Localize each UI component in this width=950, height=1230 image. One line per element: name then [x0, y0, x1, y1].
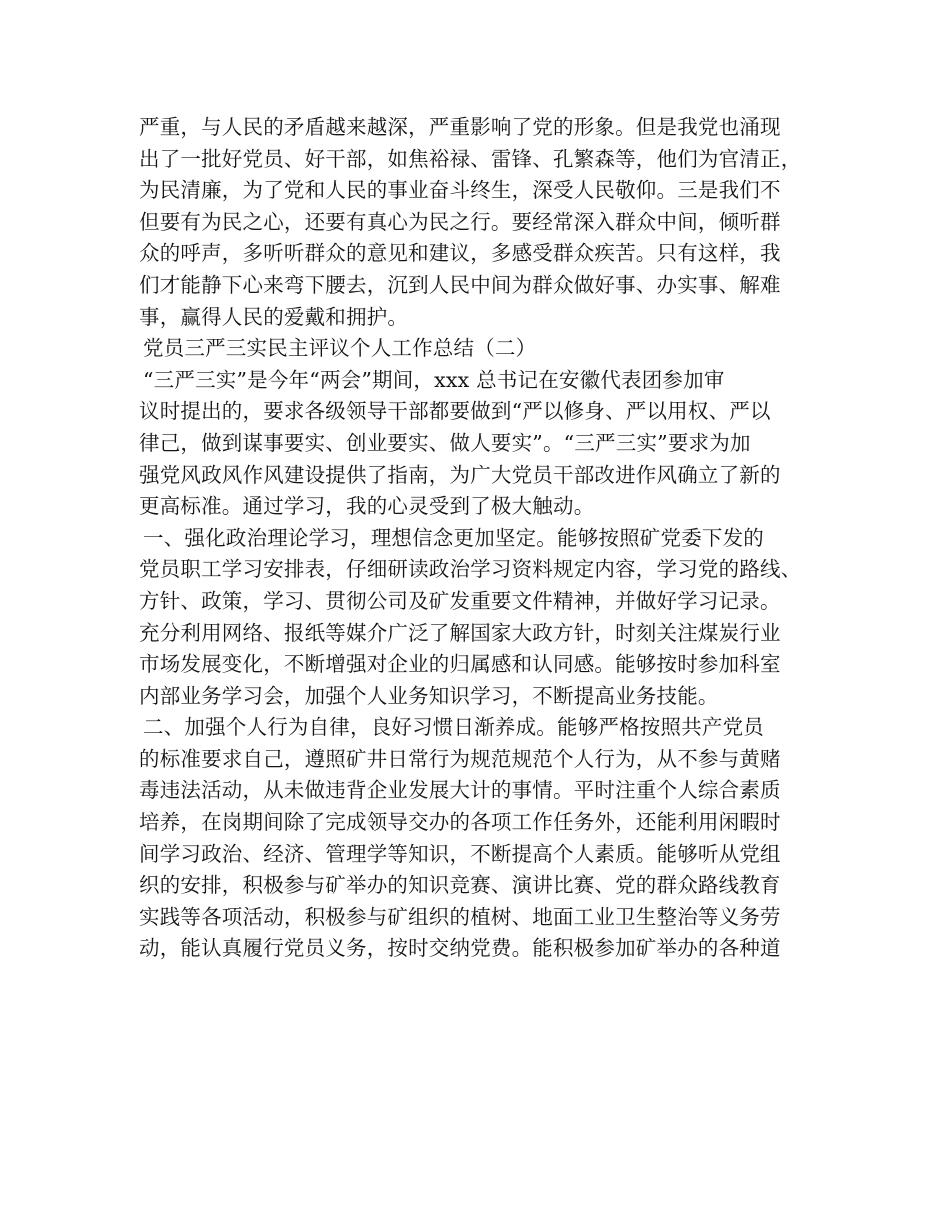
text-line: 二、加强个人行为自律，良好习惯日渐养成。能够严格按照共产党员	[143, 715, 764, 740]
text-line: 众的呼声，多听听群众的意见和建议，多感受群众疾苦。只有这样，我	[139, 241, 781, 266]
text-line: 动，能认真履行党员义务，按时交纳党费。能积极参加矿举办的各种道	[139, 936, 781, 961]
text-line: 内部业务学习会，加强个人业务知识学习，不断提高业务技能。	[139, 683, 719, 708]
text-line: 但要有为民之心，还要有真心为民之行。要经常深入群众中间，倾听群	[139, 209, 781, 234]
text-line: 市场发展变化，不断增强对企业的归属感和认同感。能够按时参加科室	[139, 652, 781, 677]
text-line: 培养，在岗期间除了完成领导交办的各项工作任务外，还能利用闲暇时	[139, 810, 781, 835]
text-line: 毒违法活动，从未做违背企业发展大计的事情。平时注重个人综合素质	[139, 778, 781, 803]
text-line: 议时提出的，要求各级领导干部都要做到“严以修身、严以用权、严以	[139, 399, 771, 424]
text-line: 党员职工学习安排表，仔细研读政治学习资料规定内容，学习党的路线、	[139, 557, 802, 582]
text-line: 严重，与人民的矛盾越来越深，严重影响了党的形象。但是我党也涌现	[139, 115, 781, 139]
text-line: 织的安排，积极参与矿举办的知识竞赛、演讲比赛、党的群众路线教育	[139, 873, 781, 898]
text-line: 间学习政治、经济、管理学等知识，不断提高个人素质。能够听从党组	[139, 841, 781, 866]
text-line: 一、强化政治理论学习，理想信念更加坚定。能够按照矿党委下发的	[143, 525, 764, 550]
text-line: “三严三实”是今年“两会”期间，xxx 总书记在安徽代表团参加审	[143, 367, 725, 392]
text-line: 党员三严三实民主评议个人工作总结（二）	[143, 336, 537, 361]
text-line: 为民清廉，为了党和人民的事业奋斗终生，深受人民敬仰。三是我们不	[139, 178, 781, 203]
text-line: 律己，做到谋事要实、创业要实、做人要实”。“三严三实”要求为加	[139, 430, 751, 455]
text-line: 方针、政策，学习、贯彻公司及矿发重要文件精神，并做好学习记录。	[139, 588, 781, 613]
text-line: 们才能静下心来弯下腰去，沉到人民中间为群众做好事、办实事、解难	[139, 272, 781, 297]
document-body	[139, 112, 819, 965]
text-line: 的标准要求自己，遵照矿井日常行为规范规范个人行为，从不参与黄赌	[139, 746, 781, 771]
text-line: 强党风政风作风建设提供了指南，为广大党员干部改进作风确立了新的	[139, 462, 781, 487]
text-line: 实践等各项活动，积极参与矿组织的植树、地面工业卫生整治等义务劳	[139, 904, 781, 929]
text-line: 事，赢得人民的爱戴和拥护。	[139, 304, 409, 329]
text-line: 充分利用网络、报纸等媒介广泛了解国家大政方针，时刻关注煤炭行业	[139, 620, 781, 645]
text-line: 更高标准。通过学习，我的心灵受到了极大触动。	[139, 494, 595, 519]
text-line: 出了一批好党员、好干部，如焦裕禄、雷锋、孔繁森等，他们为官清正，	[139, 146, 802, 171]
